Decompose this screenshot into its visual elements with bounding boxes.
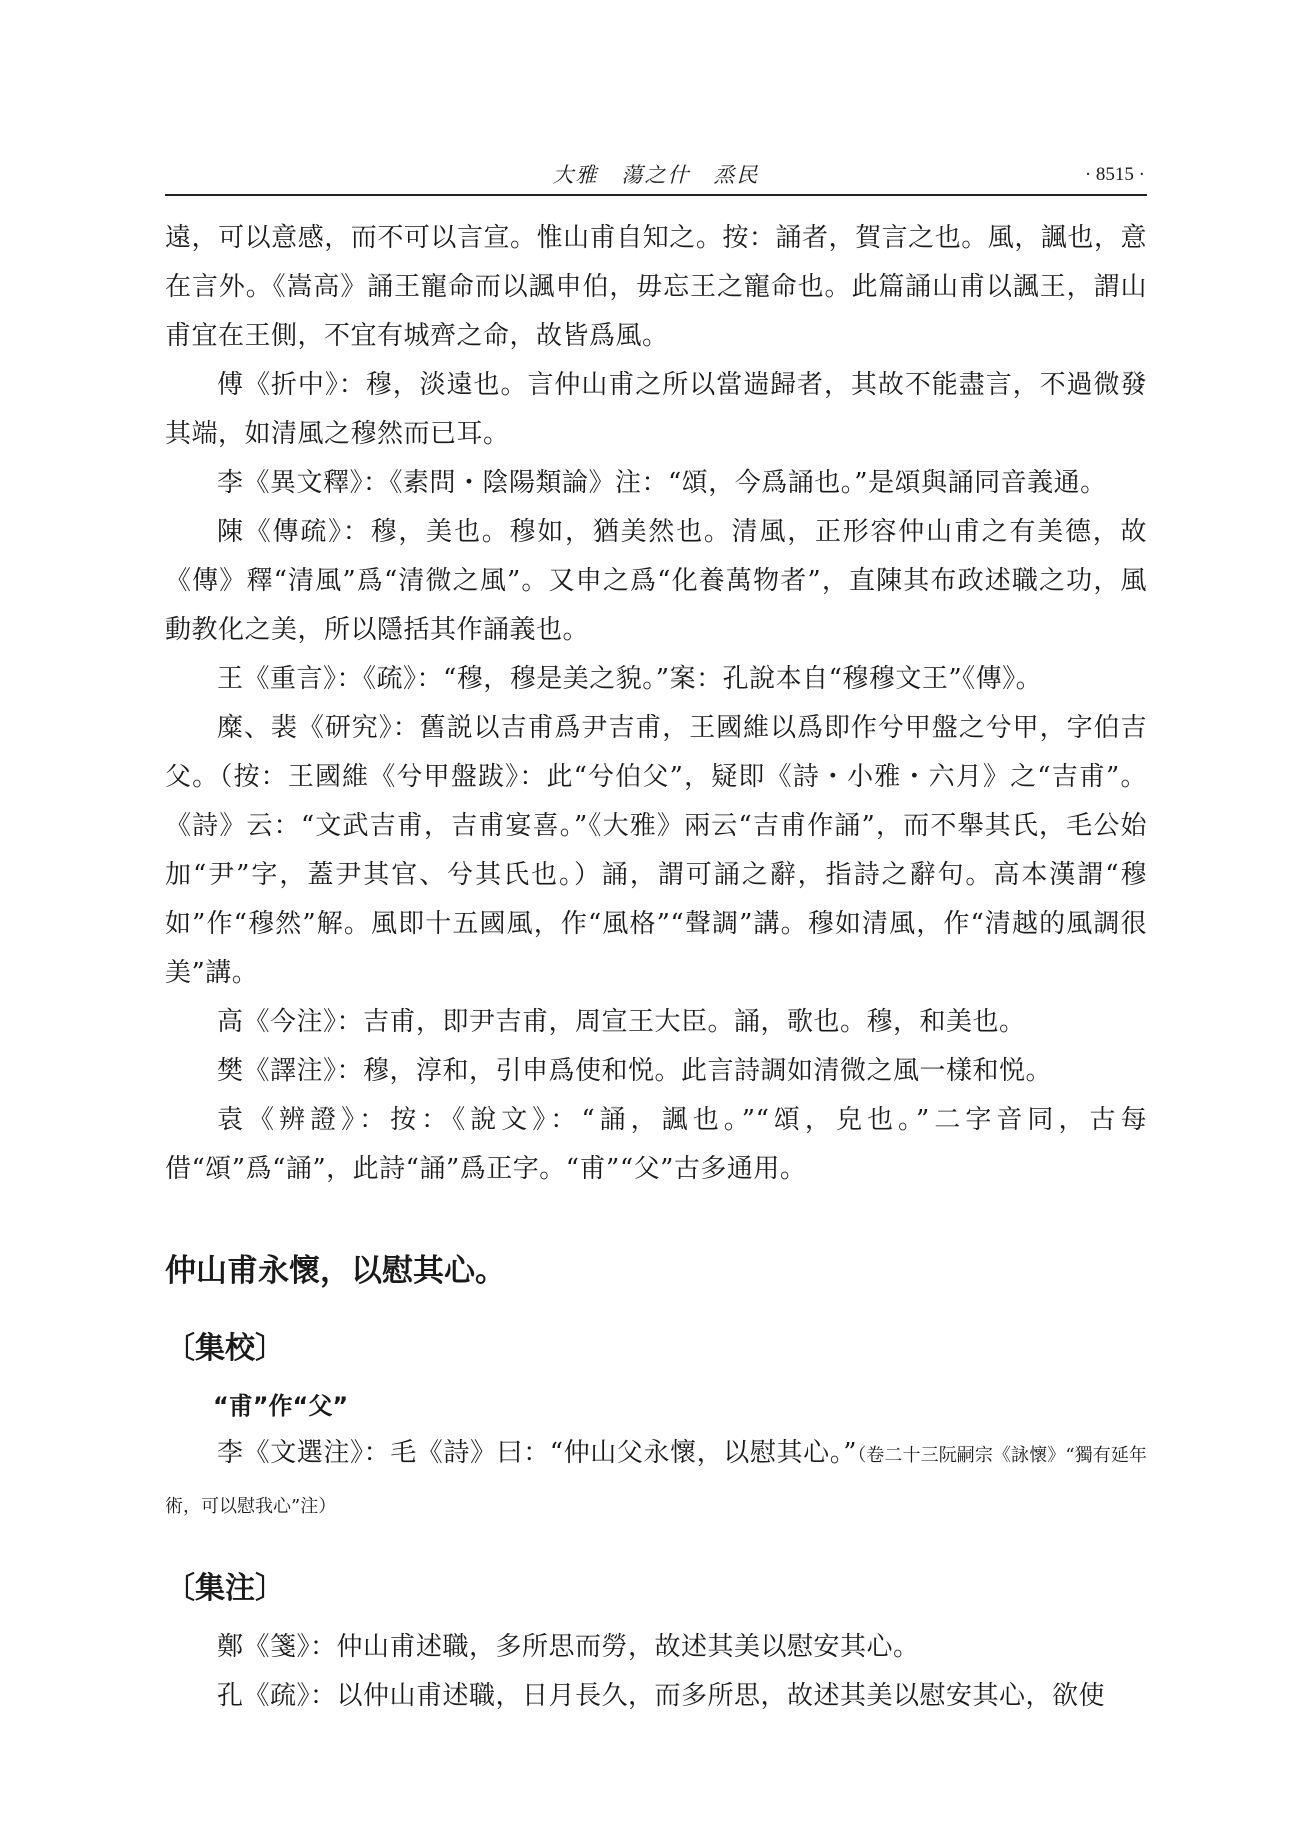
- page-number: · 8515 ·: [1084, 164, 1145, 185]
- main-content: [165, 214, 1147, 1721]
- paragraph-wang-chongyan: 王《重言》：《疏》：“穆，穆是美之貌。”案：孔說本自“穆穆文王”《傳》。: [217, 664, 1043, 694]
- li-wenxuan-note: （卷二十三阮嗣宗《詠懷》“獨有延年術，可以慰我心”注）: [165, 1445, 1147, 1517]
- paragraph-li-wenxuan: [165, 1429, 1147, 1531]
- paragraph-mi-pei-yanjiu: 糜、裴《研究》：舊説以吉甫爲尹吉甫，王國維以爲即作兮甲盤之兮甲，字伯吉父。（按：王國維《兮甲盤跋》：此“兮伯父”，疑即《詩・小雅・六月》之“吉甫”。《詩》云：“文武吉甫，吉甫宴喜。”《大雅》兩云“吉甫作誦”，而不舉其氏，毛公始加“尹”字，蓋尹其官、兮其氏也。）誦，謂可誦之辭，指詩之辭句。高本漢謂“穆如”作“穆然”解。風即十五國風，作“風格”“聲調”講。穆如清風，作“清越的風調很美”講。: [165, 713, 1147, 988]
- verse-line: 仲山甫永懷，以慰其心。: [165, 1253, 506, 1289]
- section-heading-jizhu: 〔集注〕: [165, 1571, 285, 1606]
- running-title: 大雅 蕩之什 烝民: [552, 163, 760, 187]
- paragraph-gao-jinzhu: 高《今注》：吉甫，即尹吉甫，周宣王大臣。誦，歌也。穆，和美也。: [217, 1007, 1026, 1037]
- paragraph-zheng-jian: 鄭《箋》：仲山甫述職，多所思而勞，故述其美以慰安其心。: [217, 1632, 920, 1662]
- variant-note: “甫”作“父”: [213, 1392, 349, 1420]
- paragraph-continued: 遠，可以意感，而不可以言宣。惟山甫自知之。按：誦者，賀言之也。風，諷也，意在言外。《嵩高》誦王寵命而以諷申伯，毋忘王之寵命也。此篇誦山甫以諷王，謂山甫宜在王側，不宜有城齊之命，故皆爲風。: [165, 223, 1147, 351]
- paragraph-yuan-bianzheng: 袁《辨證》：按：《說文》：“誦，諷也。”“頌，皃也。”二字音同，古每借“頌”爲“誦”，此詩“誦”爲正字。“甫”“父”古多通用。: [165, 1105, 1147, 1184]
- paragraph-fan-yizhu: 樊《譯注》：穆，淳和，引申爲使和悦。此言詩調如清微之風一樣和悦。: [217, 1056, 1053, 1086]
- paragraph-fu-zhezhong: 傅《折中》：穆，淡遠也。言仲山甫之所以當遄歸者，其故不能盡言，不過微發其端，如清風之穆然而已耳。: [165, 370, 1147, 449]
- paragraph-kong-shu: 孔《疏》：以仲山甫述職，日月長久，而多所思，故述其美以慰安其心，欲使: [217, 1681, 1106, 1711]
- running-header: [165, 158, 1147, 196]
- paragraph-chen-chuanshu: 陳《傳疏》：穆，美也。穆如，猶美然也。清風，正形容仲山甫之有美德，故《傳》釋“清風”爲“清微之風”。又申之爲“化養萬物者”，直陳其布政述職之功，風動教化之美，所以隱括其作誦義也。: [165, 517, 1147, 645]
- paragraph-li-yiwenshi: 李《異文釋》：《素問・陰陽類論》注：“頌，今爲誦也。”是頌與誦同音義通。: [217, 468, 1107, 498]
- section-heading-jixiao: 〔集校〕: [165, 1331, 285, 1366]
- li-wenxuan-main: 李《文選注》：毛《詩》曰：“仲山父永懷，以慰其心。”: [217, 1438, 858, 1468]
